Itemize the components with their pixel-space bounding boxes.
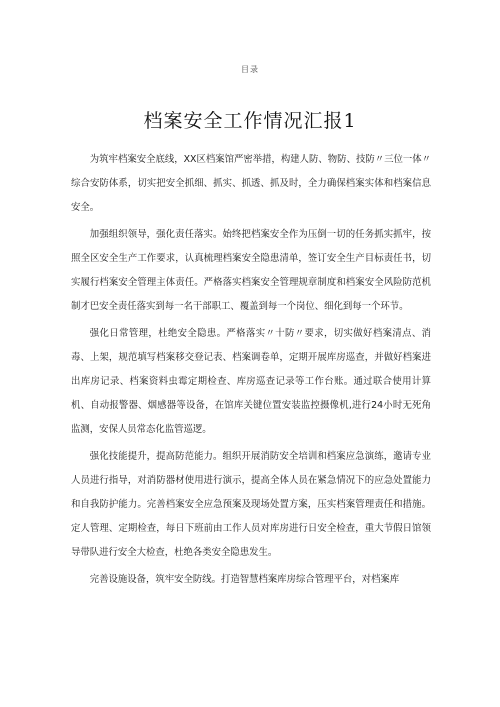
paragraph-skills: 强化技能提升，提高防范能力。组织开展消防安全培训和档案应急演练，邀请专业人员进行指导，对消防器材使用进行演示，提高全体人员在紧急情况下的应急处置能力和自我防护能力。完善档案安全应急预案及现场处置方案，压实档案管理责任和措施。定人管理、定期检查，每日下班前由工作人员对库房进行日安全检查，重大节假日馆领导带队进行安全大检查，杜绝各类安全隐患发生。 xyxy=(71,451,431,558)
document-body xyxy=(71,148,431,595)
paragraph-leadership: 加强组织领导，强化责任落实。始终把档案安全作为压倒一切的任务抓实抓牢，按照全区安全生产工作要求，认真梳理档案安全隐患清单，签订安全生产目标责任书，切实履行档案安全管理主体责任。严格落实档案安全管理规章制度和档案安全风险防范机制才巴安全责任落实到每一名干部职工、覆盖到每一个岗位、细化到每一个环节。 xyxy=(71,229,431,312)
toc-label: 目录 xyxy=(241,65,259,74)
paragraph-facilities: 完善设施设备，筑牢安全防线。打造智慧档案库房综合管理平台，对档案库 xyxy=(89,574,400,585)
document-title: 档案安全工作情况汇报1 xyxy=(143,110,357,132)
paragraph-daily-management: 强化日常管理，杜绝安全隐患。严格落实〃十防〃要求，切实做好档案清点、消毒、上架，规范填写档案移交登记表、档案调卷单，定期开展库房巡查，并做好档案进出库房记录、档案资料虫霉定期检查、库房巡查记录等工作台账。通过联合使用计算机、自动报警器、烟感器等设备，在馆库关键位置安装监控摄像机,进行24小时无死角监测，安保人员常态化监管巡逻。 xyxy=(71,328,431,435)
paragraph-intro: 为筑牢档案安全底线，XX区档案馆严密举措，构建人防、物防、技防〃三位一体〃综合安防体系，切实把安全抓细、抓实、抓透、抓及时，全力确保档案实体和档案信息安全。 xyxy=(71,154,431,213)
